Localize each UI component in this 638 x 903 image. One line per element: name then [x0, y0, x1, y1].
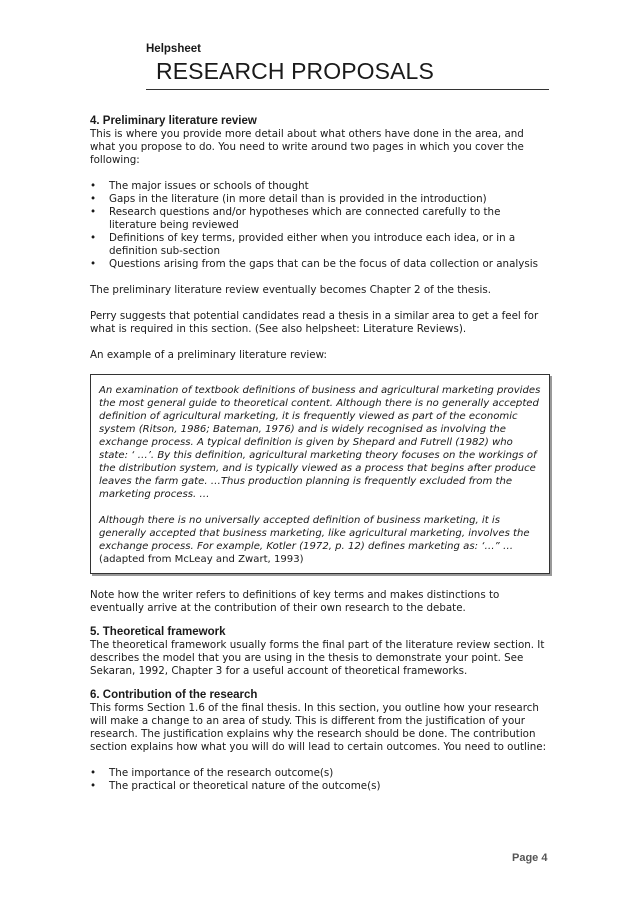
- helpsheet-label: Helpsheet: [146, 43, 201, 55]
- section-4-bullet-list: [90, 180, 550, 271]
- list-item: • The major issues or schools of thought: [90, 180, 309, 192]
- example-intro: An example of a preliminary literature review:: [90, 349, 327, 361]
- section-6-heading: 6. Contribution of the research: [90, 689, 258, 701]
- section-5-heading: 5. Theoretical framework: [90, 626, 226, 638]
- section-4-note: Note how the writer refers to definitions of key terms and makes distinctions to eventually arrive at the contribution of their own research to the debate.: [90, 589, 500, 614]
- section-4-para-perry: Perry suggests that potential candidates read a thesis in a similar area to get a feel for what is required in this section. (See also helpsheet: Literature Reviews).: [90, 310, 539, 335]
- section-4-intro: This is where you provide more detail about what others have done in the area, and what you propose to do. You need to write around two pages in which you cover the following:: [90, 128, 524, 166]
- page-title: RESEARCH PROPOSALS: [156, 58, 434, 84]
- page-number: Page 4: [512, 852, 548, 864]
- section-6-body: This forms Section 1.6 of the final thesis. In this section, you outline how your research will make a change to an area of study. This is different from the justification of your research. The justification explains why the research should be done. The contribution section explains how what you will do will lead to certain outcomes. You need to outline:: [90, 702, 547, 753]
- main-content: [90, 114, 550, 793]
- list-item: • The importance of the research outcome(s): [90, 767, 334, 779]
- list-item: • Research questions and/or hypotheses which are connected carefully to the literature being reviewed: [90, 206, 501, 231]
- list-item: • The practical or theoretical nature of the outcome(s): [90, 780, 381, 792]
- section-6-bullet-list: [90, 767, 550, 793]
- section-4-heading: 4. Preliminary literature review: [90, 115, 257, 127]
- section-5-body: The theoretical framework usually forms the final part of the literature review section. It describes the model that you are using in the thesis to demonstrate your point. See Sekaran, 1992, Chapter 3 for a useful account of theoretical frameworks.: [90, 639, 545, 677]
- section-4-para-chapter: The preliminary literature review eventually becomes Chapter 2 of the thesis.: [90, 284, 491, 296]
- list-item: • Definitions of key terms, provided either when you introduce each idea, or in a definition sub-section: [90, 232, 516, 257]
- list-item: • Questions arising from the gaps that can be the focus of data collection or analysis: [90, 258, 538, 270]
- example-source: (adapted from McLeay and Zwart, 1993): [99, 554, 304, 565]
- title-rule: [146, 89, 549, 90]
- example-box: [90, 374, 550, 574]
- list-item: • Gaps in the literature (in more detail than is provided in the introduction): [90, 193, 487, 205]
- example-paragraph-1: An examination of textbook definitions of business and agricultural marketing provides the most general guide to theoretical content. Although there is no generally accepted definition of agricultural marketing, it is frequently viewed as part of the economic system (Ritson, 1986; Bateman, 1976) and is widely recognised as involving the exchange process. A typical definition is given by Shepard and Futrell (1982) who state: ‘ …’. By this definition, agricultural marketing theory focuses on the workings of the distribution system, and is typically viewed as a process that begins after produce leaves the farm gate. …Thus production planning is frequently excluded from the marketing process. …: [99, 385, 541, 500]
- example-paragraph-2: Although there is no universally accepted definition of business marketing, it is generally accepted that business marketing, like agricultural marketing, involves the exchange process. For example, Kotler (1972, p. 12) defines marketing as: ‘…” … (adapted from McLeay and Zwart, 1993): [99, 515, 530, 565]
